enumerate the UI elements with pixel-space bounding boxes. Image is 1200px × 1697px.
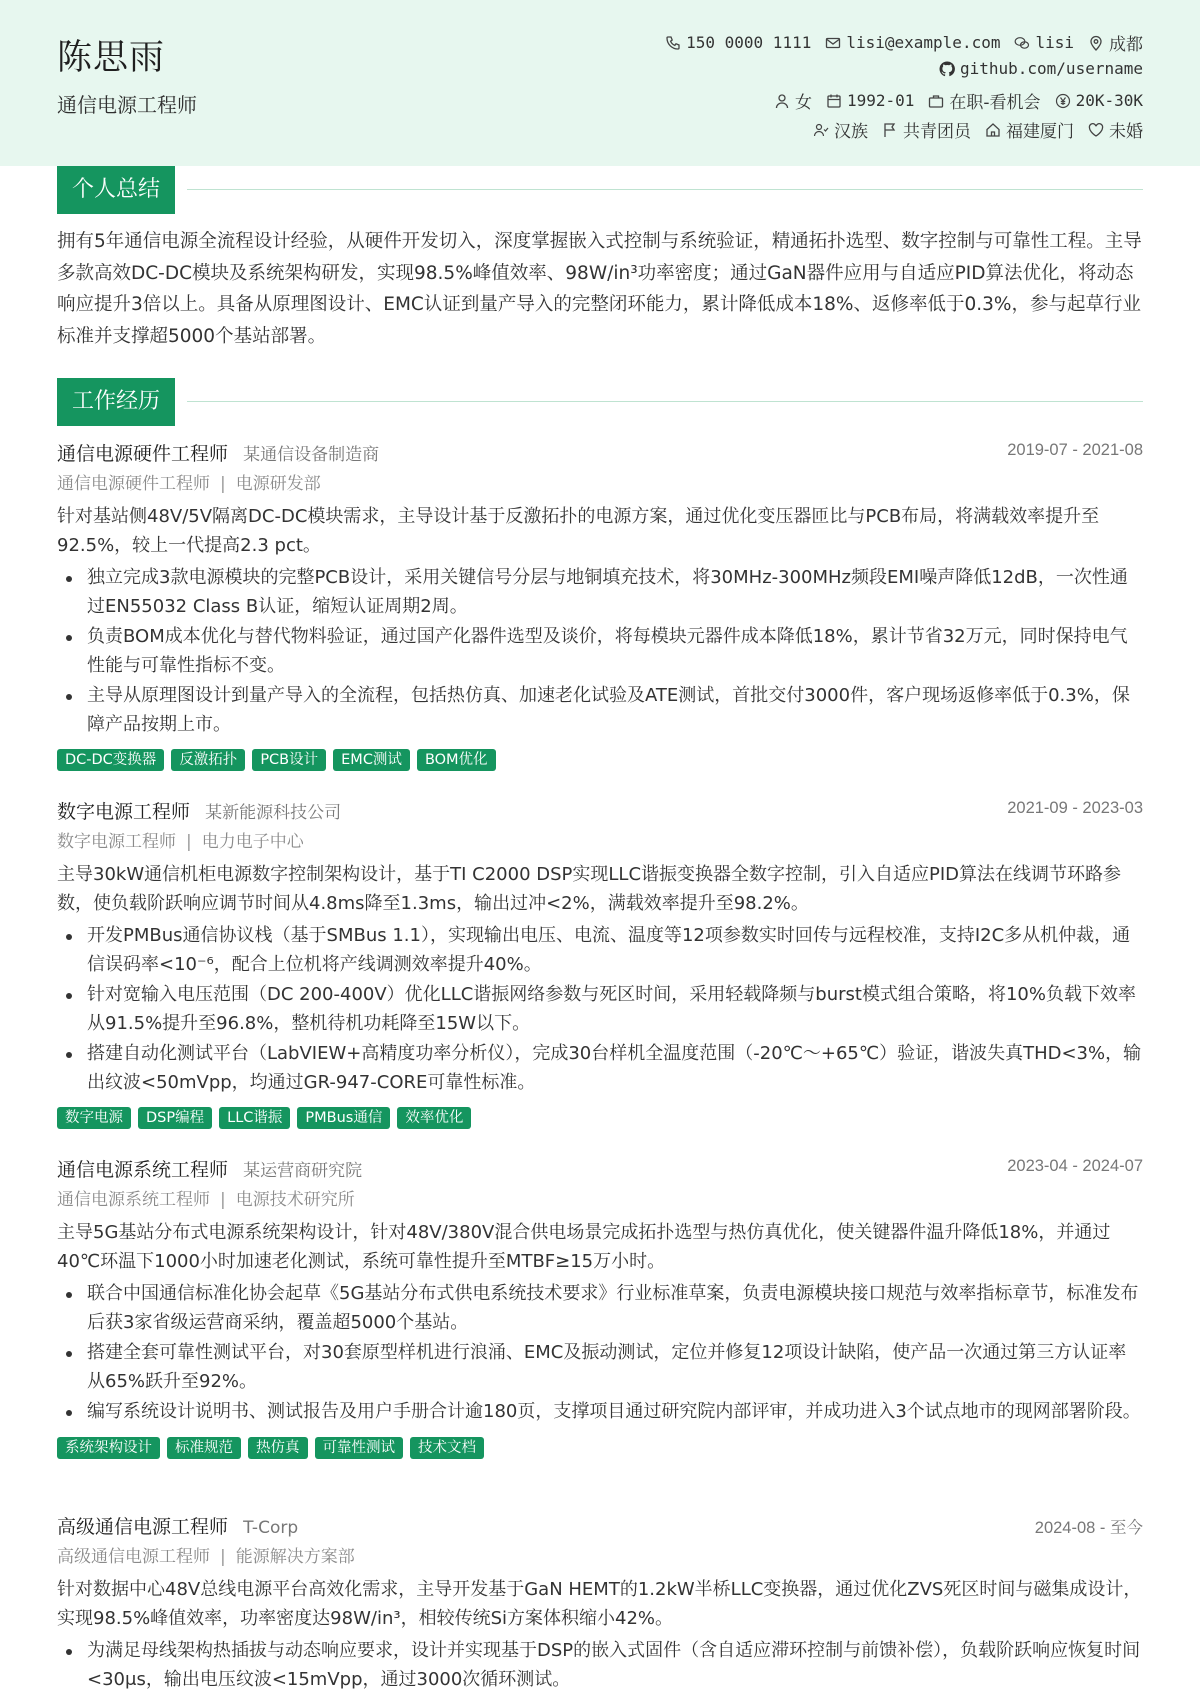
skill-tag: 反激拓扑 xyxy=(171,749,245,771)
phone-item[interactable] xyxy=(665,33,811,52)
skill-tag: PCB设计 xyxy=(252,749,326,771)
location-item xyxy=(1088,30,1143,55)
people-icon xyxy=(813,122,829,138)
skill-tags xyxy=(57,749,1143,771)
bullet-item: 负责BOM成本优化与替代物料验证，通过国产化器件选型及谈价，将每模块元器件成本降低18%，累计节省32万元，同时保持电气性能与可靠性指标不变。 xyxy=(57,623,1143,680)
job-date: 2019-07 - 2021-08 xyxy=(1007,441,1143,459)
skill-tag: 系统架构设计 xyxy=(57,1437,160,1459)
job-header xyxy=(57,439,1143,469)
bullet-item: 针对宽输入电压范围（DC 200-400V）优化LLC谐振网络参数与死区时间，采用轻载降频与burst模式组合策略，将10%负载下效率从91.5%提升至96.8%，整机待机功耗降至15W以下。 xyxy=(57,981,1143,1038)
home-icon xyxy=(985,122,1001,138)
job-company: 某通信设备制造商 xyxy=(243,445,380,465)
contact-row-2 xyxy=(925,59,1143,78)
skill-tag: EMC测试 xyxy=(333,749,410,771)
skill-tag: LLC谐振 xyxy=(219,1107,290,1129)
candidate-name: 陈思雨 xyxy=(57,38,166,78)
job-bullets xyxy=(57,564,1143,739)
wechat-item[interactable] xyxy=(1014,33,1074,52)
wechat-icon xyxy=(1014,35,1030,51)
ethnicity-item xyxy=(813,117,868,142)
summary-text: 拥有5年通信电源全流程设计经验，从硬件开发切入，深度掌握嵌入式控制与系统验证，精通拓扑选型、数字控制与可靠性工程。主导多款高效DC-DC模块及系统架构研发，实现98.5%峰值效率、98W/in³功率密度；通过GaN器件应用与自适应PID算法优化，将动态响应提升3倍以上。具备从原理图设计、EMC认证到量产导入的完整闭环能力，累计降低成本18%、返修率低于0.3%，参与起草行业标准并支撑超5000个基站部署。 xyxy=(57,231,1142,347)
job-company: 某新能源科技公司 xyxy=(205,803,342,823)
skill-tag: 技术文档 xyxy=(410,1437,484,1459)
location-pin-icon xyxy=(1088,35,1104,51)
job-header xyxy=(57,1512,1143,1542)
phone-icon xyxy=(665,35,681,51)
job-bullets xyxy=(57,1637,1143,1694)
briefcase-icon xyxy=(928,93,944,109)
bullet-item: 联合中国通信标准化协会起草《5G基站分布式供电系统技术要求》行业标准草案，负责电源模块接口规范与效率指标章节，标准发布后获3家省级运营商采纳，覆盖超5000个基站。 xyxy=(57,1280,1143,1337)
summary-section-title: 个人总结 xyxy=(57,166,175,214)
phone-text: 150 0000 1111 xyxy=(686,33,812,52)
job-bullets xyxy=(57,1280,1143,1427)
job-position: 高级通信电源工程师 xyxy=(57,1547,210,1567)
candidate-title: 通信电源工程师 xyxy=(57,93,197,117)
bullet-item: 搭建全套可靠性测试平台，对30套原型样机进行浪涌、EMC及振动测试，定位并修复12项设计缺陷，使产品一次通过第三方认证率从65%跃升至92%。 xyxy=(57,1339,1143,1396)
mail-icon xyxy=(825,35,841,51)
person-icon xyxy=(774,93,790,109)
skill-tag: DC-DC变换器 xyxy=(57,749,164,771)
job-description: 针对基站侧48V/5V隔离DC-DC模块需求，主导设计基于反激拓扑的电源方案，通过优化变压器匝比与PCB布局，将满载效率提升至92.5%，较上一代提高2.3 pct。 xyxy=(57,506,1100,556)
job-position: 数字电源工程师 xyxy=(57,832,176,852)
bullet-item: 开发PMBus通信协议栈（基于SMBus 1.1），实现输出电压、电流、温度等12项参数实时回传与远程校准，支持I2C多从机仲裁，通信误码率<10⁻⁶，配合上位机将产线调测效率提升40%。 xyxy=(57,922,1143,979)
experience-section-header xyxy=(57,378,1143,426)
job-description: 主导5G基站分布式电源系统架构设计，针对48V/380V混合供电场景完成拓扑选型与热仿真优化，使关键器件温升降低18%，并通过40℃环温下1000小时加速老化测试，系统可靠性提升至MTBF≥15万小时。 xyxy=(57,1222,1111,1272)
separator: | xyxy=(186,832,192,852)
email-item[interactable] xyxy=(825,33,1000,52)
job-entry xyxy=(57,1512,1143,1696)
hometown-text: 福建厦门 xyxy=(1006,122,1074,142)
job-entry xyxy=(57,1155,1143,1459)
job-role: 通信电源硬件工程师 xyxy=(57,443,229,465)
bullet-item: 搭建自动化测试平台（LabVIEW+高精度功率分析仪），完成30台样机全温度范围（-20℃～+65℃）验证，谐波失真THD<3%，输出纹波<50mVpp，均通过GR-947-CORE可靠性标准。 xyxy=(57,1040,1143,1097)
heart-icon xyxy=(1088,122,1104,138)
skill-tag: 数字电源 xyxy=(57,1107,131,1129)
job-entry xyxy=(57,797,1143,1129)
job-role: 通信电源系统工程师 xyxy=(57,1159,229,1181)
hometown-item xyxy=(985,117,1074,142)
job-bullets xyxy=(57,922,1143,1097)
skill-tag: 标准规范 xyxy=(167,1437,241,1459)
bullet-item: 为满足母线架构热插拔与动态响应要求，设计并实现基于DSP的嵌入式固件（含自适应滞环控制与前馈补偿），负载阶跃响应恢复时间<30μs，输出电压纹波<15mVpp，通过3000次循环测试。 xyxy=(57,1637,1143,1694)
contact-row-3 xyxy=(760,88,1143,113)
job-date: 2023-04 - 2024-07 xyxy=(1007,1157,1143,1175)
section-divider xyxy=(187,401,1143,402)
calendar-icon xyxy=(826,93,842,109)
gender-text: 女 xyxy=(794,93,812,113)
job-position: 通信电源硬件工程师 xyxy=(57,474,210,494)
status-item xyxy=(928,88,1040,113)
bullet-item: 主导从原理图设计到量产导入的全流程，包括热仿真、加速老化试验及ATE测试，首批交付3000件，客户现场返修率低于0.3%，保障产品按期上市。 xyxy=(57,682,1143,739)
job-description: 主导30kW通信机柜电源数字控制架构设计，基于TI C2000 DSP实现LLC谐振变换器全数字控制，引入自适应PID算法在线调节环路参数，使负载阶跃响应调节时间从4.8ms降至1.3ms，输出过冲<2%，满载效率提升至98.2%。 xyxy=(57,864,1122,914)
status-text: 在职-看机会 xyxy=(949,93,1041,113)
currency-icon xyxy=(1055,93,1071,109)
job-subtitle xyxy=(57,469,1143,499)
wechat-text: lisi xyxy=(1035,33,1074,52)
github-icon xyxy=(939,61,955,77)
marital-text: 未婚 xyxy=(1109,122,1143,142)
political-text: 共青团员 xyxy=(903,122,971,142)
ethnicity-text: 汉族 xyxy=(834,122,868,142)
job-description: 针对数据中心48V总线电源平台高效化需求，主导开发基于GaN HEMT的1.2kW半桥LLC变换器，通过优化ZVS死区时间与磁集成设计，实现98.5%峰值效率，功率密度达98W/in³，相较传统Si方案体积缩小42%。 xyxy=(57,1579,1142,1629)
job-date: 2021-09 - 2023-03 xyxy=(1007,799,1143,817)
job-subtitle xyxy=(57,1185,1143,1215)
job-department: 电源研发部 xyxy=(235,474,321,494)
political-item xyxy=(882,117,971,142)
job-department: 电力电子中心 xyxy=(201,832,304,852)
job-role: 数字电源工程师 xyxy=(57,801,191,823)
gender-item xyxy=(774,88,812,113)
job-entry xyxy=(57,439,1143,771)
email-text: lisi@example.com xyxy=(846,33,1001,52)
job-role: 高级通信电源工程师 xyxy=(57,1516,229,1538)
job-company: 某运营商研究院 xyxy=(243,1161,363,1181)
salary-item xyxy=(1055,91,1143,110)
job-position: 通信电源系统工程师 xyxy=(57,1190,210,1210)
skill-tag: 效率优化 xyxy=(397,1107,471,1129)
flag-icon xyxy=(882,122,898,138)
contact-row-1 xyxy=(651,30,1143,55)
separator: | xyxy=(220,1547,226,1567)
bullet-item: 编写系统设计说明书、测试报告及用户手册合计逾180页，支撑项目通过研究院内部评审，并成功进入3个试点地市的现网部署阶段。 xyxy=(57,1398,1143,1427)
separator: | xyxy=(220,1190,226,1210)
github-text: github.com/username xyxy=(959,59,1143,78)
github-item[interactable] xyxy=(939,59,1143,78)
section-divider xyxy=(187,189,1143,190)
resume-header xyxy=(0,0,1200,166)
job-subtitle xyxy=(57,1542,1143,1572)
experience-section-title: 工作经历 xyxy=(57,378,175,426)
job-header xyxy=(57,1155,1143,1185)
marital-item xyxy=(1088,117,1143,142)
summary-section-header xyxy=(57,166,1143,214)
skill-tags xyxy=(57,1107,1143,1129)
location-text: 成都 xyxy=(1109,35,1143,55)
salary-text: 20K-30K xyxy=(1075,91,1143,110)
bullet-item: 独立完成3款电源模块的完整PCB设计，采用关键信号分层与地铜填充技术，将30MHz-300MHz频段EMI噪声降低12dB，一次性通过EN55032 Class B认证，缩短认证周期2周。 xyxy=(57,564,1143,621)
job-department: 能源解决方案部 xyxy=(235,1547,355,1567)
job-date: 2024-08 - 至今 xyxy=(1034,1519,1143,1537)
skill-tag: 热仿真 xyxy=(248,1437,308,1459)
birth-text: 1992-01 xyxy=(846,91,915,110)
skill-tags xyxy=(57,1437,1143,1459)
skill-tag: 可靠性测试 xyxy=(315,1437,404,1459)
job-header xyxy=(57,797,1143,827)
skill-tag: PMBus通信 xyxy=(297,1107,390,1129)
birth-item xyxy=(826,91,914,110)
contact-row-4 xyxy=(799,117,1143,142)
job-subtitle xyxy=(57,827,1143,857)
job-department: 电源技术研究所 xyxy=(235,1190,355,1210)
separator: | xyxy=(220,474,226,494)
skill-tag: BOM优化 xyxy=(417,749,496,771)
job-company: T-Corp xyxy=(243,1518,299,1538)
skill-tag: DSP编程 xyxy=(138,1107,212,1129)
